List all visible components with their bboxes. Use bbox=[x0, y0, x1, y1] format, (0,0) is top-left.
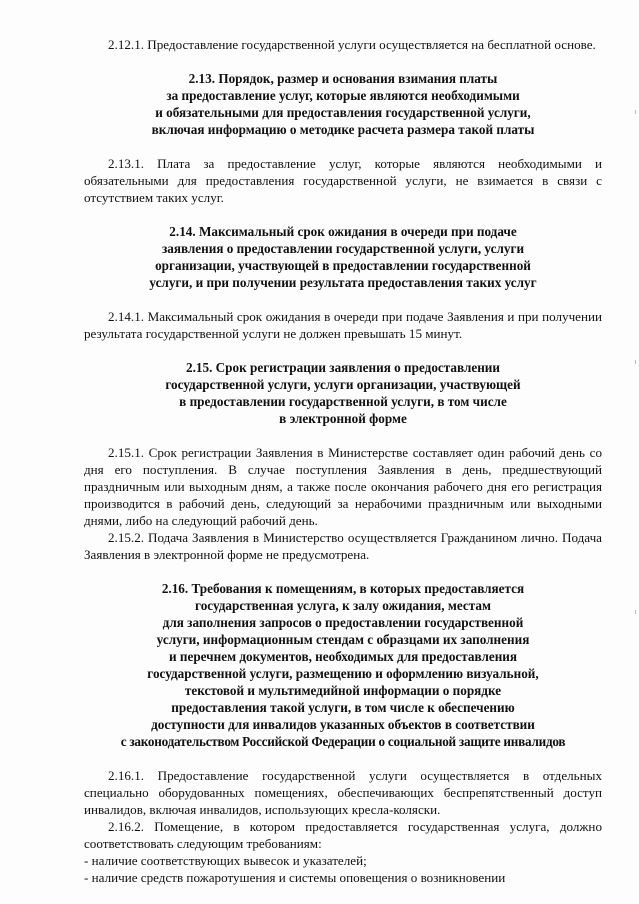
heading-line: за предоставление услуг, которые являются необходимыми bbox=[166, 88, 520, 103]
heading-2-15 bbox=[84, 359, 602, 427]
heading-line: 2.15. Срок регистрации заявления о предоставлении bbox=[185, 360, 500, 375]
list-item: - наличие средств пожаротушения и системы оповещения о возникновении bbox=[84, 870, 506, 885]
heading-line: в предоставлении государственной услуги, в том числе bbox=[179, 394, 507, 409]
heading-line: государственной услуги, размещению и оформлению визуальной, bbox=[147, 666, 539, 681]
heading-2-13 bbox=[84, 70, 602, 138]
list-item: - наличие соответствующих вывесок и указателей; bbox=[84, 853, 367, 868]
scan-edge-mark bbox=[635, 110, 636, 114]
paragraph-2-15-2: 2.15.2. Подача Заявления в Министерство осуществляется Гражданином лично. Подача Заявления в электронной форме не предусмотрена. bbox=[84, 530, 602, 562]
heading-line: организации, участвующей в предоставлении государственной bbox=[155, 258, 531, 273]
paragraph-2-16-1: 2.16.1. Предоставление государственной услуги осуществляется в отдельных специально оборудованных помещениях, обеспечивающих беспрепятственный доступ инвалидов, включая инвалидов, использующих кресла-коляски. bbox=[84, 768, 602, 817]
paragraph-2-16-2: 2.16.2. Помещение, в котором предоставляется государственная услуга, должно соответствовать следующим требованиям: bbox=[84, 819, 602, 851]
paragraph-2-15-1: 2.15.1. Срок регистрации Заявления в Министерстве составляет один рабочий день со дня его поступления. В случае поступления Заявления в день, предшествующий праздничным или выходным дням, а также после окончания рабочего дня его регистрация производится в рабочий день, следующий за нерабочими праздничным или выходными днями, либо на следующий рабочий день. bbox=[84, 445, 602, 528]
heading-line: 2.14. Максимальный срок ожидания в очереди при подаче bbox=[169, 224, 517, 239]
heading-line: государственная услуга, к залу ожидания, местам bbox=[195, 598, 491, 613]
heading-2-16 bbox=[84, 580, 602, 750]
paragraph-2-13-1: 2.13.1. Плата за предоставление услуг, которые являются необходимыми и обязательными для предоставления государственной услуги, не взимается в связи с отсутствием таких услуг. bbox=[84, 156, 602, 205]
heading-line: для заполнения запросов о предоставлении государственной bbox=[162, 615, 524, 630]
heading-line: государственной услуги, услуги организации, участвующей bbox=[165, 377, 521, 392]
heading-line: услуги, информационным стендам с образцами их заполнения bbox=[156, 632, 530, 647]
paragraph-2-12-1: 2.12.1. Предоставление государственной услуги осуществляется на бесплатной основе. bbox=[108, 37, 596, 52]
heading-line: заявления о предоставлении государственной услуги, услуги bbox=[161, 241, 525, 256]
heading-line: доступности для инвалидов указанных объектов в соответствии bbox=[151, 717, 535, 732]
heading-line: и перечнем документов, необходимых для предоставления bbox=[168, 649, 518, 664]
document-body bbox=[84, 36, 602, 886]
heading-2-14 bbox=[84, 223, 602, 291]
scan-edge-mark bbox=[635, 610, 636, 614]
heading-line: с законодательством Российской Федерации о социальной защите инвалидов bbox=[120, 734, 566, 749]
heading-line: включая информацию о методике расчета размера такой платы bbox=[151, 122, 535, 137]
heading-line: 2.13. Порядок, размер и основания взимания платы bbox=[188, 71, 498, 86]
heading-line: 2.16. Требования к помещениям, в которых предоставляется bbox=[161, 581, 525, 596]
heading-line: и обязательными для предоставления государственной услуги, bbox=[155, 105, 531, 120]
heading-line: услуги, и при получении результата предоставления таких услуг bbox=[149, 275, 537, 290]
heading-line: предоставления такой услуги, в том числе к обеспечению bbox=[171, 700, 515, 715]
scan-edge-mark bbox=[635, 360, 636, 364]
paragraph-2-14-1: 2.14.1. Максимальный срок ожидания в очереди при подаче Заявления и при получении результата государственной услуги не должен превышать 15 минут. bbox=[84, 309, 602, 341]
heading-line: текстовой и мультимедийной информации о порядке bbox=[184, 683, 502, 698]
heading-line: в электронной форме bbox=[279, 411, 407, 426]
